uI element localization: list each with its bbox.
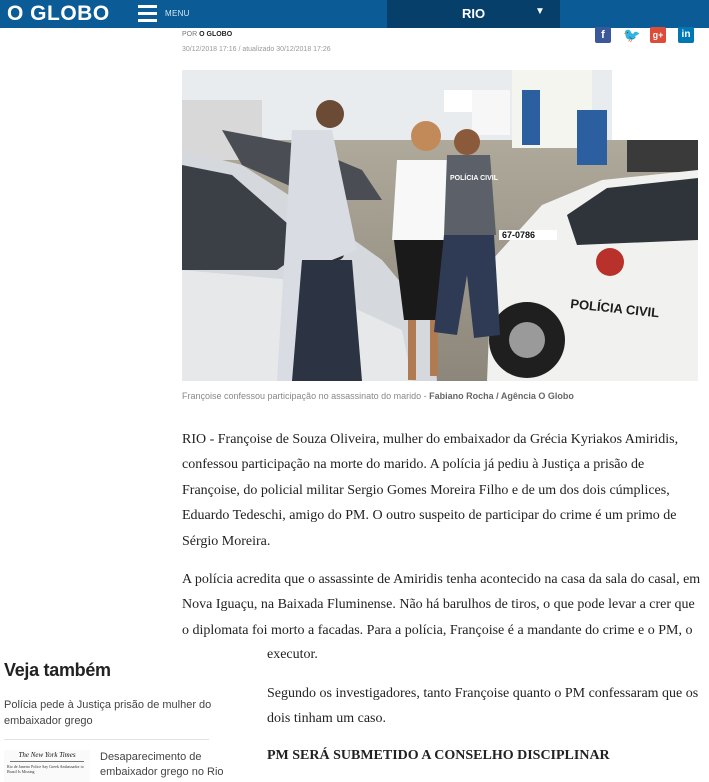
article-paragraph-1: RIO - Françoise de Souza Oliveira, mulher do embaixador da Grécia Kyriakos Amiridis, confessou participação na morte do marido. A polícia já pediu à Justiça a prisão de Françoise, do policial militar Sergio Gomes Moreira Filho e de um dos dois cúmplices, Eduardo Tedeschi, amigo do PM. O outro suspeito de participar do crime é um primo de Sérgio Moreira. bbox=[182, 432, 679, 549]
byline-author[interactable]: O GLOBO bbox=[199, 31, 233, 38]
article-subheading: PM SERÁ SUBMETIDO A CONSELHO DISCIPLINAR bbox=[267, 748, 610, 763]
byline-prefix: POR bbox=[182, 31, 198, 38]
article-dates: 30/12/2018 17:16 / atualizado 30/12/2018 17:26 bbox=[182, 46, 331, 53]
related-thumbnail[interactable] bbox=[4, 750, 90, 782]
related-link-1[interactable]: Polícia pede à Justiça prisão de mulher do embaixador grego bbox=[4, 699, 212, 727]
related-link-2[interactable]: Desaparecimento de embaixador grego no Rio bbox=[100, 751, 224, 778]
car-plate: 67-0786 bbox=[502, 230, 536, 240]
facebook-share-icon[interactable]: f bbox=[595, 27, 611, 43]
related-divider bbox=[4, 739, 209, 740]
article-paragraph-2-end: executor. bbox=[267, 647, 318, 662]
article-byline bbox=[182, 31, 232, 38]
site-logo[interactable]: O GLOBO bbox=[7, 2, 110, 25]
googleplus-share-icon[interactable]: g+ bbox=[650, 27, 666, 43]
hamburger-icon bbox=[138, 5, 157, 22]
linkedin-share-icon[interactable]: in bbox=[678, 27, 694, 43]
article-photo bbox=[182, 70, 698, 381]
thumbnail-headline: Rio de Janeiro Police Say Greek Ambassador to Brazil Is Missing bbox=[7, 764, 84, 774]
thumbnail-masthead: The New York Times bbox=[18, 751, 76, 759]
menu-button[interactable] bbox=[138, 4, 190, 24]
car-door-text: POLÍCIA CIVIL bbox=[569, 296, 660, 321]
thumbnail-rule bbox=[10, 761, 84, 762]
officer-vest-text: POLÍCIA CIVIL bbox=[450, 175, 498, 182]
related-title: Veja também bbox=[4, 660, 111, 680]
section-name: RIO bbox=[462, 6, 486, 21]
photo-illustration bbox=[182, 70, 698, 381]
caption-text: Françoise confessou participação no assassinato do marido - bbox=[182, 391, 430, 401]
twitter-share-icon[interactable]: 🐦 bbox=[623, 27, 641, 43]
photo-caption bbox=[182, 391, 574, 401]
article-paragraph-3: Segundo os investigadores, tanto Françoise quanto o PM confessaram que os dois tinham um caso. bbox=[267, 686, 699, 727]
section-dropdown[interactable] bbox=[387, 0, 560, 28]
chevron-down-icon: ▼ bbox=[535, 6, 545, 17]
top-navigation-bar bbox=[0, 0, 709, 28]
article-paragraph-2: A polícia acredita que o assassinte de Amiridis tenha acontecido na casa da sala do casal, em Nova Iguaçu, na Baixada Fluminense. Não há barulhos de tiros, o que pode levar a crer que o diplomata foi morto a facadas. Para a polícia, Françoise é a mandante do crime e o PM, o bbox=[182, 572, 701, 638]
menu-label: MENU bbox=[165, 9, 190, 18]
caption-credit: Fabiano Rocha / Agência O Globo bbox=[429, 391, 574, 401]
